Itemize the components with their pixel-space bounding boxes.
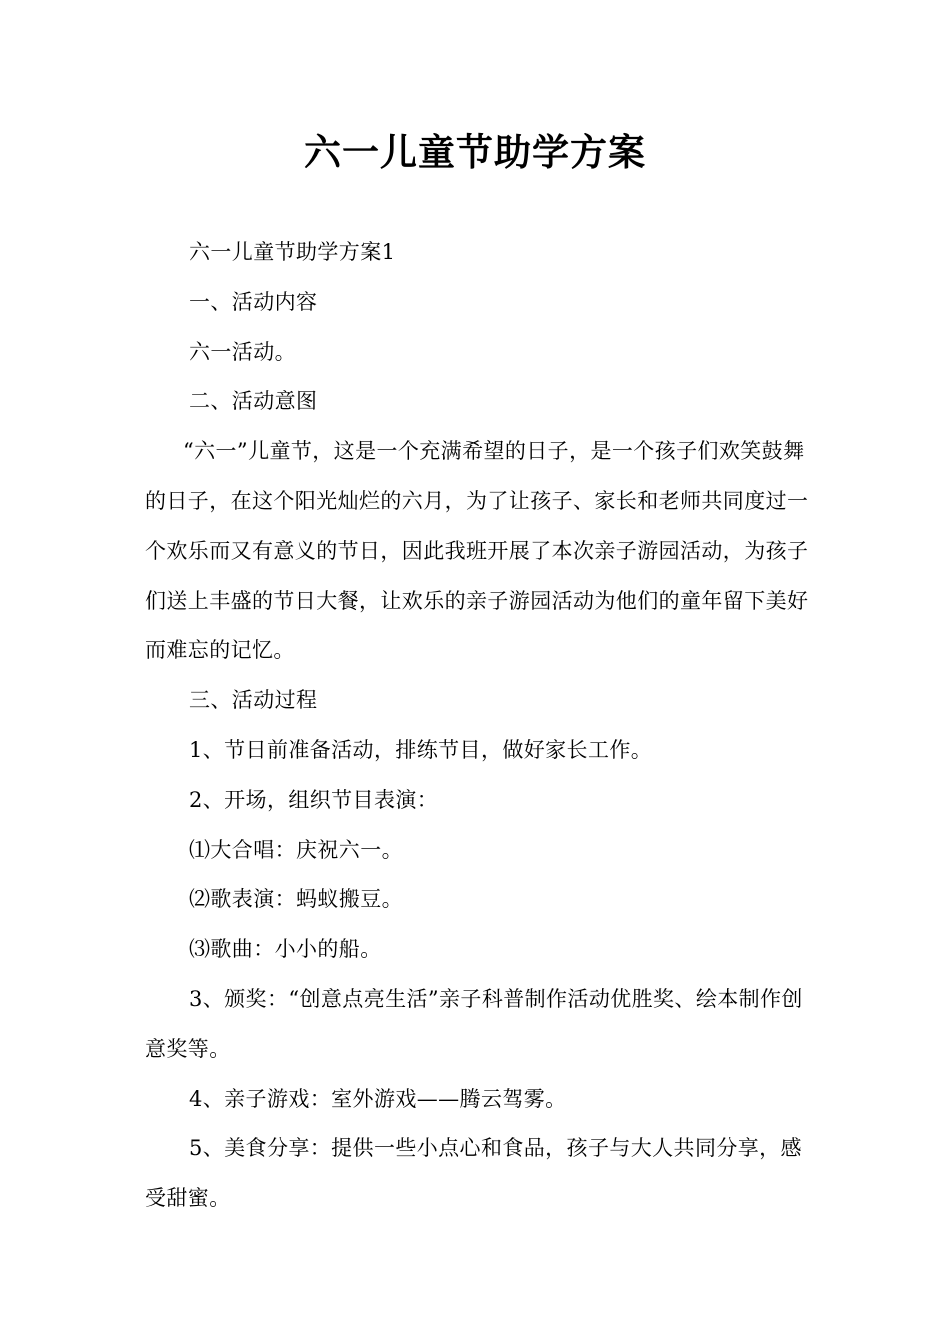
paragraph-activity: 六一活动。	[189, 339, 296, 364]
paragraph-program-1: ⑴大合唱：庆祝六一。	[189, 837, 403, 862]
paragraph-intent-body: “六一”儿童节，这是一个充满希望的日子，是一个孩子们欢笑鼓舞的日子，在这个阳光灿烂的六月，为了让孩子、家长和老师共同度过一个欢乐而又有意义的节日，因此我班开展了本次亲子游园活动，为孩子们送上丰盛的节日大餐，让欢乐的亲子游园活动为他们的童年留下美好而难忘的记忆。	[145, 439, 809, 663]
paragraph-heading-process: 三、活动过程	[189, 688, 318, 713]
paragraph-step-2: 2、开场，组织节目表演：	[189, 787, 439, 812]
paragraph-program-3: ⑶歌曲：小小的船。	[189, 937, 382, 962]
paragraph-step-4: 4、亲子游戏：室外游戏——腾云驾雾。	[189, 1086, 567, 1111]
document-title: 六一儿童节助学方案	[304, 131, 646, 174]
paragraph-heading-content: 一、活动内容	[189, 289, 318, 314]
paragraph-heading-intent: 二、活动意图	[189, 389, 318, 414]
paragraph-step-5: 5、美食分享：提供一些小点心和食品，孩子与大人共同分享，感受甜蜜。	[145, 1136, 802, 1211]
paragraph-subtitle: 六一儿童节助学方案1	[189, 240, 396, 264]
document-body	[145, 228, 810, 1224]
paragraph-step-3: 3、颁奖：“创意点亮生活”亲子科普制作活动优胜奖、绘本制作创意奖等。	[145, 986, 803, 1061]
paragraph-program-2: ⑵歌表演：蚂蚁搬豆。	[189, 887, 403, 912]
paragraph-step-1: 1、节日前准备活动，排练节目，做好家长工作。	[189, 737, 653, 762]
